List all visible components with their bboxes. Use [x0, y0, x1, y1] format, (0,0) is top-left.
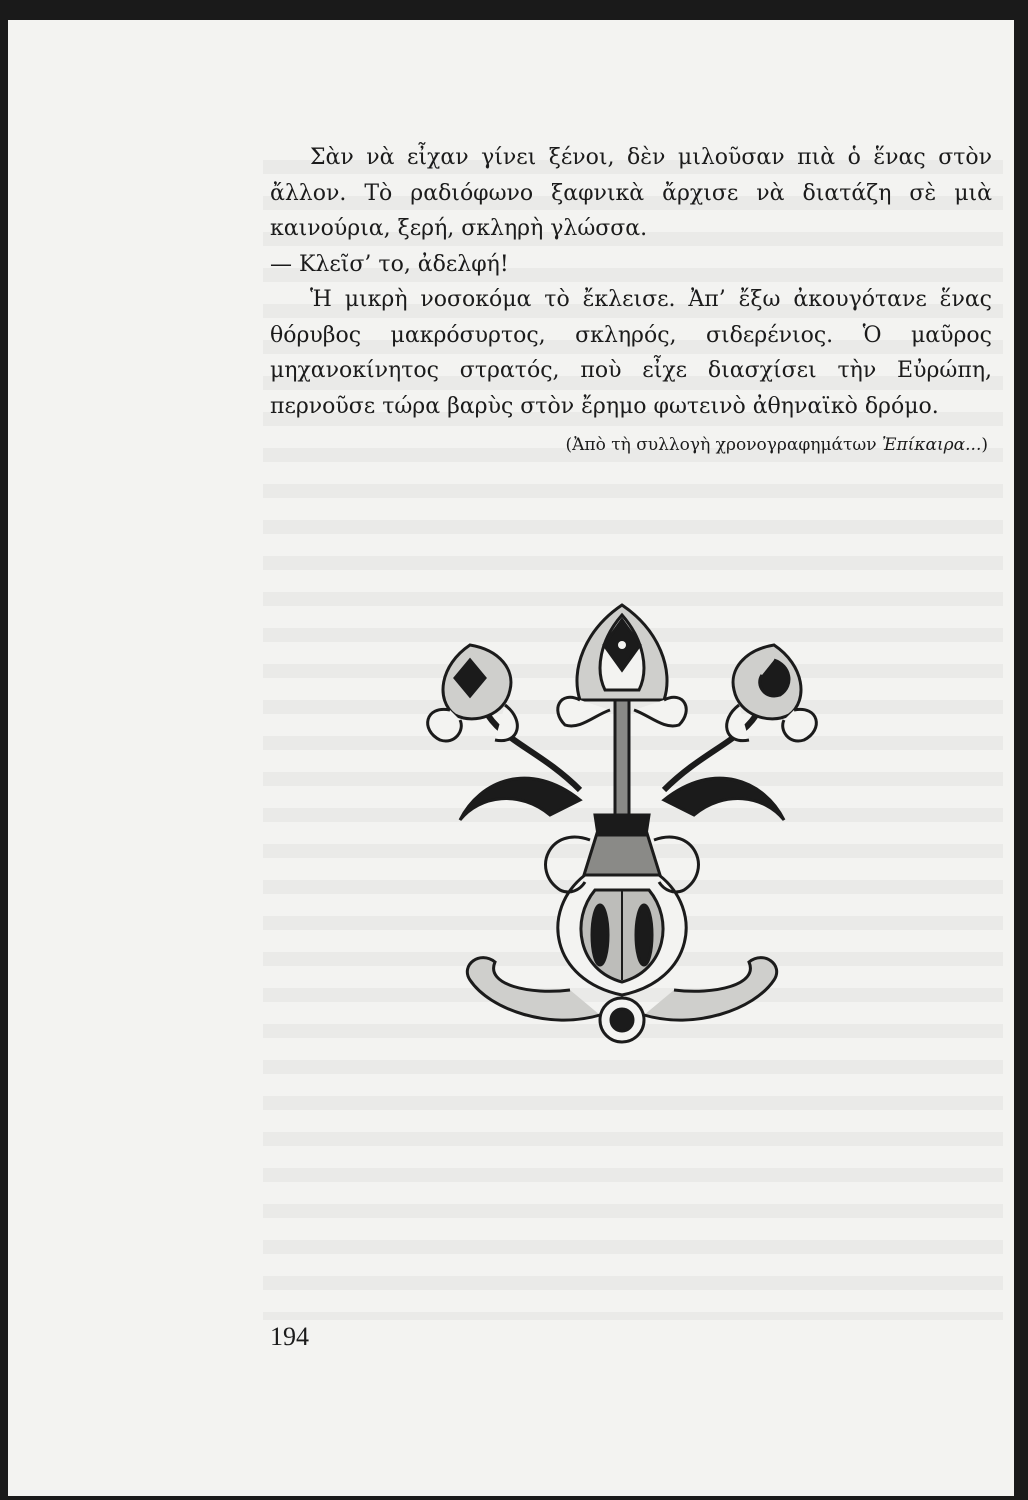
paragraph-3: Ἡ μικρὴ νοσοκόμα τὸ ἔκλεισε. Ἀπ’ ἔξω ἀκουγότανε ἕνας θόρυβος μακρόσυρτος, σκληρός, σιδερένιος. Ὁ μαῦρος μηχανοκίνητος στρατός, ποὺ εἶχε διασχίσει τὴν Εὐρώπη, περνοῦσε τώρα βαρὺς στὸν ἔρημο φωτεινὸ ἀθηναϊκὸ δρόμο. [270, 287, 992, 419]
source-suffix: ) [981, 435, 988, 455]
dialogue-line: — Κλεῖσ’ το, ἀδελφή! [270, 251, 509, 277]
floral-vase-ornament [410, 590, 840, 1050]
body-text [270, 140, 992, 424]
source-citation [270, 435, 988, 455]
paragraph-1: Σὰν νὰ εἶχαν γίνει ξένοι, δὲν μιλοῦσαν πιὰ ὁ ἕνας στὸν ἄλλον. Τὸ ραδιόφωνο ξαφνικὰ ἄρχισε νὰ διατάζη σὲ μιὰ καινούρια, ξερή, σκληρὴ γλώσσα. [270, 145, 992, 241]
page-number: 194 [270, 1322, 309, 1351]
source-title: Ἐπίκαιρα... [882, 435, 982, 455]
source-prefix: (Ἀπὸ τὴ συλλογὴ χρονογραφημάτων [565, 435, 883, 455]
